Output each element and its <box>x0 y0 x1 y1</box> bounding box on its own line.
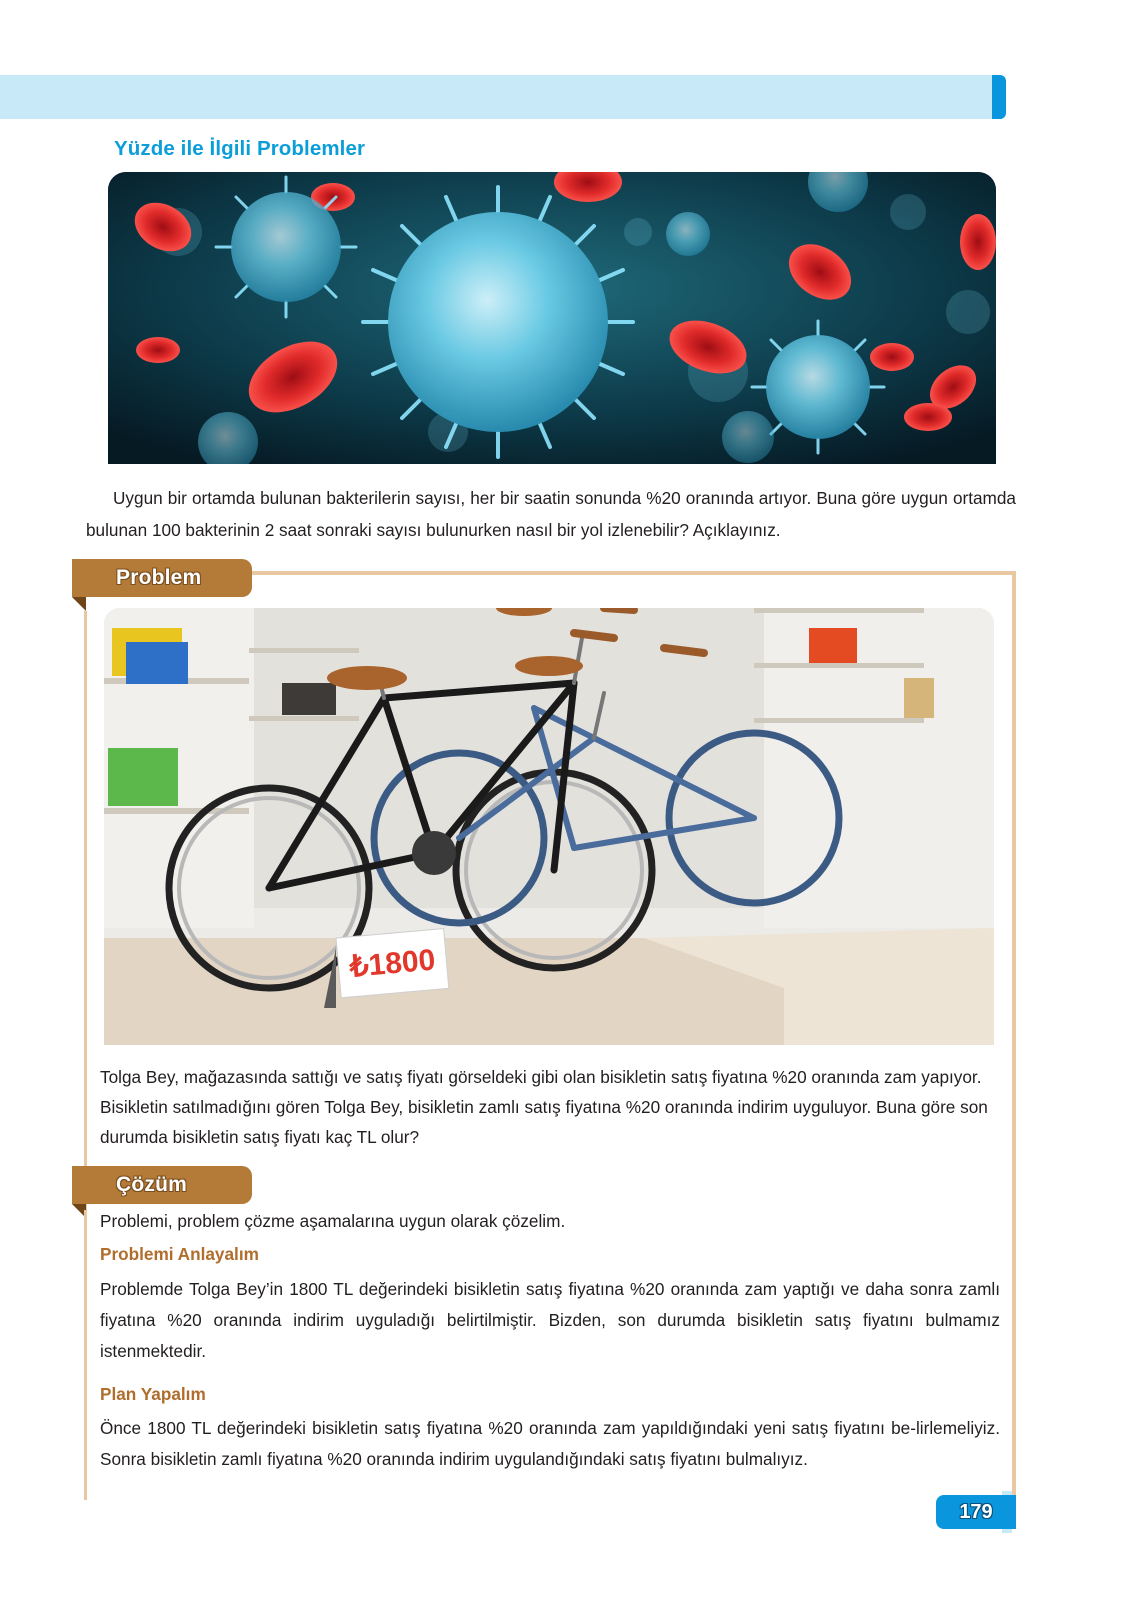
price-label: ₺1800 <box>348 943 437 984</box>
virus-banner-image <box>108 172 996 464</box>
problem-frame-right <box>1012 571 1016 1501</box>
step-text-plan: Önce 1800 TL değerindeki bisikletin satış fiyatına %20 oranında zam yapıldığındaki yeni satış fiyatını be-lirlemeliyiz. Sonra bisikletin zamlı fiyatına %20 oranında indirim uygulandığındaki satış fiyatını bulmalıyız. <box>100 1418 1000 1469</box>
cozum-intro: Problemi, problem çözme aşamalarına uygun olarak çözelim. <box>100 1211 566 1231</box>
header-band-tab <box>992 75 1006 119</box>
problem-text: Tolga Bey, mağazasında sattığı ve satış fiyatı görseldeki gibi olan bisikletin satış fiyatına %20 oranında zam yapıyor. Bisikletin satılmadığını gören Tolga Bey, bisikletin zamlı satış fiyatına %20 oranında indirim uyguluyor. Buna göre son durumda bisikletin satış fiyatı kaç TL olur? <box>100 1067 988 1147</box>
step-text-understand: Problemde Tolga Bey’in 1800 TL değerindeki bisikletin satış fiyatına %20 oranında zam yaptığı ve daha sonra zamlı fiyatına %20 oranında indirim uyguladığı belirtilmiştir. Bizden, son durumda bisikletin satış fiyatını bulmamız istenmektedir. <box>100 1279 1000 1361</box>
header-band <box>0 75 1002 119</box>
cozum-tag <box>72 1166 252 1204</box>
solution-frame-left <box>84 1210 87 1500</box>
intro-text: Uygun bir ortamda bulunan bakterilerin sayısı, her bir saatin sonunda %20 oranında artıyor. Buna göre uygun ortamda bulunan 100 bakterinin 2 saat sonraki sayısı bulunurken nasıl bir yol izlenebilir? Açıklayınız. <box>86 488 1016 540</box>
problem-tag <box>72 559 252 597</box>
section-title: Yüzde ile İlgili Problemler <box>114 137 366 160</box>
problem-frame-top <box>250 571 1016 575</box>
cozum-tag-label: Çözüm <box>116 1173 187 1196</box>
problem-tag-label: Problem <box>116 566 202 589</box>
problem-tag-fold <box>72 597 86 611</box>
intro-paragraph <box>86 482 1016 546</box>
page-number: 179 <box>936 1495 1016 1529</box>
step-heading-plan: Plan Yapalım <box>100 1384 206 1404</box>
bicycle-shop-photo <box>104 608 994 1045</box>
step-heading-understand: Problemi Anlayalım <box>100 1244 259 1264</box>
